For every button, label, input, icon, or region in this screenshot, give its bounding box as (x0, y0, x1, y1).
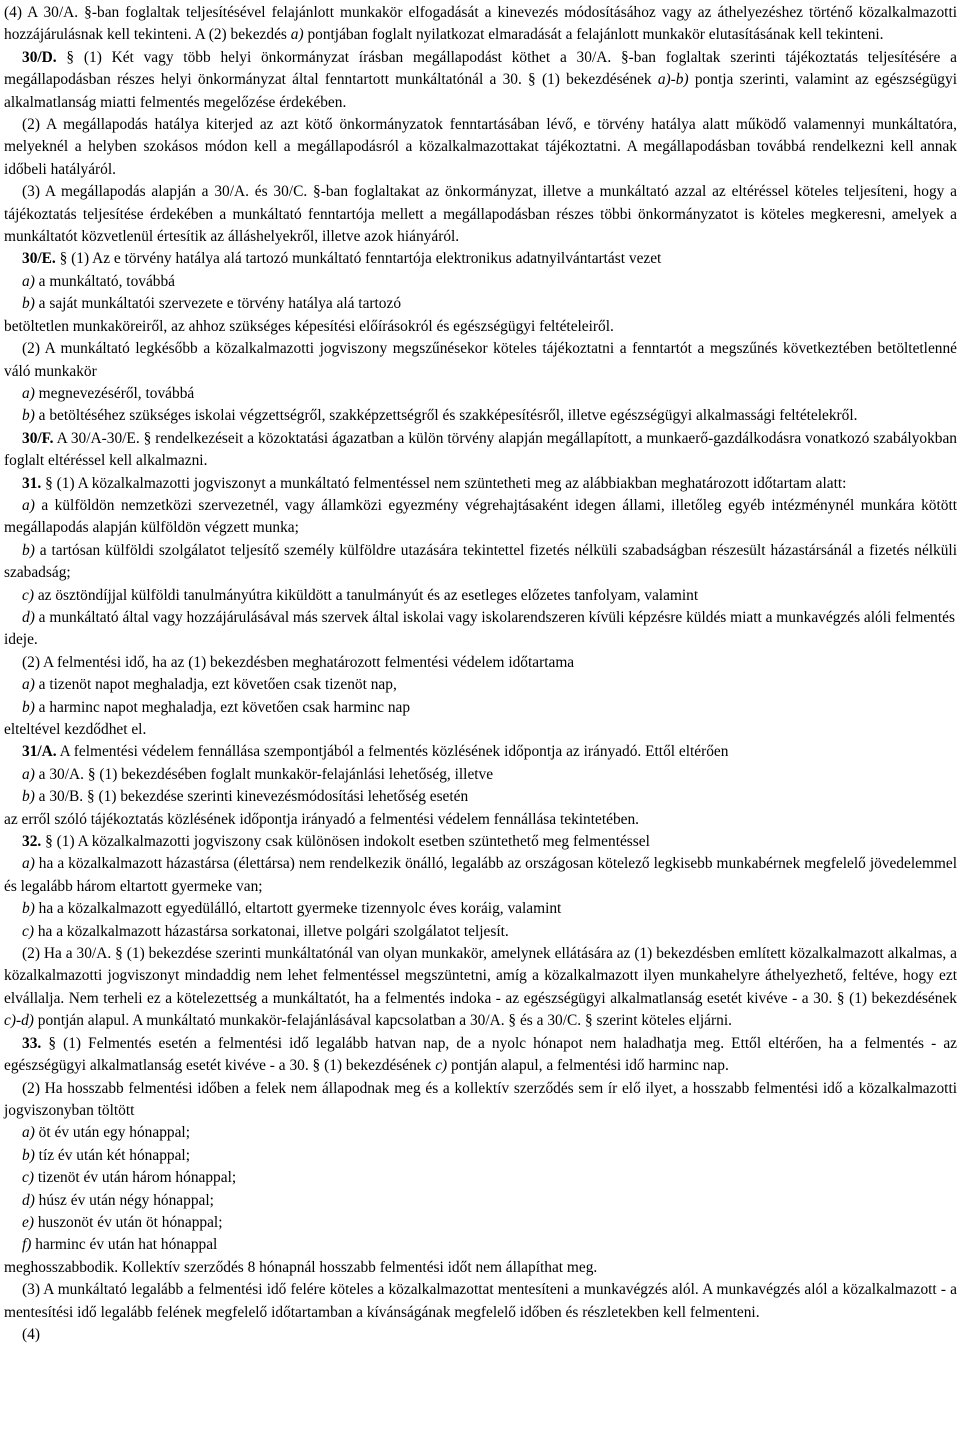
point-label: a)-b) (657, 71, 689, 89)
paragraph-text: § (1) Két vagy több helyi önkormányzat írásban megállapodást köthet a 30/A. §-ban foglaltak szerinti tájékoztatás teljesítésére a megállapodásban részes helyi önkormányzat által fenntartott munkáltatónál a 30. § (1) bekezdésének (4, 48, 957, 89)
paragraph-text: (3) A munkáltató legalább a felmentési idő felére köteles a közalkalmazottat mentesíteni a munkavégzés alól. A munkavégzés alól a közalkalmazott - a mentesítési idő legalább felének megfelelő időtartamban a kívánságának megfelelő időben és részletekben kell felmenteni. (4, 1281, 957, 1321)
paragraph-text: a 30/B. § (1) bekezdése szerinti kinevezésmódosítási lehetőség esetén (34, 788, 469, 806)
paragraph-text: a munkáltató, továbbá (34, 272, 176, 290)
paragraph (4, 921, 957, 943)
paragraph-text: a 30/A. § (1) bekezdésében foglalt munkakör-felajánlási lehetőség, illetve (34, 765, 494, 783)
paragraph-text: ideje. (4, 631, 38, 649)
paragraph-text: § (1) Az e törvény hatálya alá tartozó munkáltató fenntartója elektronikus adatnyilvántartást vezet (55, 250, 662, 268)
paragraph (4, 495, 957, 540)
point-label: d) (22, 608, 35, 626)
point-label: c)-d) (4, 1012, 34, 1030)
section-number: 32. (22, 833, 42, 851)
paragraph (4, 1279, 957, 1324)
paragraph (4, 316, 957, 338)
paragraph-text: az ösztöndíjjal külföldi tanulmányútra kiküldött a tanulmányút és az esetleges előzetes tanfolyam, valamint (33, 586, 699, 604)
paragraph-text: pontja szerinti, valamint az egészségügyi alkalmatlanság miatti felmentés megelőzése érdekében. (4, 71, 957, 111)
paragraph-text: pontján alapul. A munkáltató munkakör-felajánlásával kapcsolatban a 30/A. § és a 30/C. § szerint köteles eljárni. (33, 1012, 732, 1030)
paragraph-text: (3) A megállapodás alapján a 30/A. és 30/C. §-ban foglaltakat az önkormányzat, illetve a munkáltató azzal az eltéréssel köteles teljesíteni, hogy a tájékoztatás teljesítése érdekében a munkáltató fenntartója mellett a megállapodásban részes többi önkormányzatot is köteles megkeresni, amelyek a munkáltatót közvetlenül értesítik az álláshelyekről, illetve azok hiányáról. (4, 183, 957, 246)
paragraph-text: a harminc napot meghaladja, ezt követően csak harminc nap (34, 698, 411, 716)
paragraph (4, 786, 957, 808)
paragraph (4, 47, 957, 114)
paragraph (4, 181, 957, 248)
point-label: b) (22, 900, 35, 918)
section-number: 33. (22, 1034, 42, 1052)
paragraph-text: tíz év után két hónappal; (34, 1146, 190, 1164)
section-number: 31/A. (22, 743, 57, 761)
paragraph (4, 540, 957, 585)
point-label: b) (22, 788, 35, 806)
paragraph-text: meghosszabbodik. Kollektív szerződés 8 hónapnál hosszabb felmentési időt nem állapíthat meg. (4, 1258, 598, 1276)
paragraph-text: (4) A 30/A. §-ban foglaltak teljesítésével felajánlott munkakör elfogadását a kinevezés módosításához vagy az áthelyezéshez történő közalkalmazotti hozzájárulásnak kell tekinteni. A (2) bekezdés (4, 4, 957, 44)
point-label: a) (22, 272, 35, 290)
paragraph (4, 1190, 957, 1212)
paragraph (4, 585, 957, 607)
paragraph-text: (2) A megállapodás hatálya kiterjed az azt kötő önkormányzatok fenntartásában lévő, e törvény hatálya alatt működő valamennyi munkáltatóra, melyeknél a helyben szokásos módon kell a megállapodásról a közalkalmazottakat tájékoztatni. A megállapodásban továbbá rendelkezni kell annak időbeli hatályáról. (4, 116, 957, 178)
point-label: b) (22, 1146, 35, 1164)
point-label: a) (22, 676, 35, 694)
paragraph (4, 271, 957, 293)
point-label: c) (22, 1169, 34, 1187)
paragraph-text: a tartósan külföldi szolgálatot teljesítő személy külföldre utazására tekintettel fizetés nélküli szabadságban részesült házastársánál a fizetés nélküli szabadság; (4, 541, 957, 582)
paragraph (4, 607, 957, 629)
paragraph (4, 114, 957, 181)
point-label: c) (22, 586, 34, 604)
paragraph (4, 1324, 957, 1346)
paragraph-text: § (1) A közalkalmazotti jogviszonyt a munkáltató felmentéssel nem szüntetheti meg az alábbiakban meghatározott időtartam alatt: (41, 474, 847, 492)
paragraph-text: pontjában foglalt nyilatkozat elmaradását a felajánlott munkakör elutasításának kell tekinteni. (303, 26, 884, 44)
paragraph (4, 1167, 957, 1189)
paragraph-text: pontján alapul, a felmentési idő harminc nap. (447, 1057, 729, 1075)
point-label: d) (22, 1191, 35, 1209)
paragraph-text: (2) Ha hosszabb felmentési időben a felek nem állapodnak meg és a kollektív szerződés sem ír elő ilyet, a hosszabb felmentési idő a közalkalmazotti jogviszonyban töltött (4, 1079, 957, 1119)
paragraph-text: ha a közalkalmazott házastársa sorkatonai, illetve polgári szolgálatot teljesít. (33, 922, 509, 940)
point-label: b) (22, 295, 35, 313)
paragraph (4, 1145, 957, 1167)
paragraph (4, 741, 957, 763)
paragraph-text: a tizenöt napot meghaladja, ezt követően csak tizenöt nap, (34, 676, 397, 694)
paragraph-text: ha a közalkalmazott egyedülálló, eltartott gyermeke tizennyolc éves koráig, valamint (34, 900, 562, 918)
paragraph-text: (2) A felmentési idő, ha az (1) bekezdésben meghatározott felmentési védelem időtartama (22, 653, 575, 671)
paragraph (4, 764, 957, 786)
paragraph-text: A 30/A-30/E. § rendelkezéseit a közoktatási ágazatban a külön törvény alapján megállapított, a munkaerő-gazdálkodásra vonatkozó szabályokban foglalt eltéréssel kell alkalmazni. (4, 429, 957, 470)
paragraph (4, 809, 957, 831)
paragraph (4, 674, 957, 696)
paragraph-text: megnevezéséről, továbbá (34, 384, 195, 402)
paragraph-text: § (1) Felmentés esetén a felmentési idő legalább hatvan nap, de a nyolc hónapot nem haladhatja meg. Ettől eltérően, ha a felmentés - az egészségügyi alkalmatlanság esetét kivéve - a 30. § (1) bekezdésének (4, 1034, 957, 1075)
paragraph (4, 383, 957, 405)
paragraph-text: harminc év után hat hónappal (31, 1236, 218, 1254)
paragraph (4, 248, 957, 270)
paragraph (4, 629, 957, 651)
paragraph (4, 1257, 957, 1279)
paragraph (4, 652, 957, 674)
paragraph (4, 719, 957, 741)
paragraph (4, 1212, 957, 1234)
paragraph-text: (2) A munkáltató legkésőbb a közalkalmazotti jogviszony megszűnésekor köteles tájékoztatni a fenntartót a megszűnés következtében betöltetlenné váló munkakör (4, 340, 957, 380)
point-label: f) (22, 1236, 32, 1254)
paragraph (4, 943, 957, 1033)
paragraph-text: a betöltéséhez szükséges iskolai végzettségről, szakképzettségről és szakképesítésről, illetve egészségügyi alkalmassági feltételekről. (34, 407, 858, 425)
paragraph-text: a saját munkáltatói szervezete e törvény hatálya alá tartozó (34, 295, 402, 313)
point-label: b) (22, 541, 35, 559)
section-number: 31. (22, 474, 42, 492)
paragraph (4, 1234, 957, 1256)
paragraph (4, 428, 957, 473)
paragraph-text: a munkáltató által vagy hozzájárulásával más szervek által iskolai vagy iskolarendszeren kívüli képzésre küldés miatt a munkavégzés alóli felmentés (34, 608, 955, 626)
paragraph (4, 405, 957, 427)
paragraph (4, 473, 957, 495)
point-label: e) (22, 1213, 34, 1231)
paragraph (4, 1122, 957, 1144)
paragraph (4, 1078, 957, 1123)
paragraph (4, 338, 957, 383)
paragraph-text: tizenöt év után három hónappal; (33, 1169, 237, 1187)
paragraph (4, 831, 957, 853)
point-label: a) (22, 1124, 35, 1142)
point-label: a) (22, 384, 35, 402)
paragraph-text: húsz év után négy hónappal; (34, 1191, 214, 1209)
point-label: c) (22, 922, 34, 940)
paragraph (4, 898, 957, 920)
paragraph-text: az erről szóló tájékoztatás közlésének időpontja irányadó a felmentési védelem fennállása tekintetében. (4, 810, 640, 828)
paragraph-text: elteltével kezdődhet el. (4, 721, 147, 738)
paragraph-text: (2) Ha a 30/A. § (1) bekezdése szerinti munkáltatónál van olyan munkakör, amelynek ellátására az (1) bekezdésben említett közalkalmazott alkalmas, a közalkalmazotti jogviszonyt mindaddig nem lehet felmentéssel megszüntetni, amíg a közalkalmazott ilyen munkahelyre áthelyezhető, feltéve, hogy ezt elvállalja. Nem terheli ez a kötelezettség a munkáltatót, ha a felmentés indoka - az egészségügyi alkalmatlanság esetét kivéve - a 30. § (1) bekezdésének (4, 945, 957, 1007)
point-label: a) (290, 26, 304, 44)
point-label: a) (22, 496, 35, 514)
paragraph (4, 1033, 957, 1078)
point-label: c) (435, 1057, 448, 1075)
paragraph-text: betöltetlen munkaköreiről, az ahhoz szükséges képesítési előírásokról és egészségügyi feltételeiről. (4, 317, 614, 335)
paragraph-text: a külföldön nemzetközi szervezetnél, vagy államközi egyezmény végrehajtásaként idegen állami, illetőleg egyéb intézménynél munkára kötött megállapodás alapján külföldön végzett munka; (4, 496, 957, 537)
paragraph (4, 697, 957, 719)
paragraph (4, 293, 957, 315)
section-number: 30/F. (22, 429, 54, 447)
paragraph (4, 2, 957, 47)
paragraph-text: huszonöt év után öt hónappal; (33, 1213, 223, 1231)
paragraph-text: (4) (22, 1325, 40, 1343)
paragraph-text: öt év után egy hónappal; (34, 1124, 190, 1142)
paragraph-text: ha a közalkalmazott házastársa (élettársa) nem rendelkezik önálló, legalább az országosan kötelező legkisebb munkabérnek megfelelő jövedelemmel és legalább három eltartott gyermeke van; (4, 855, 957, 895)
paragraph (4, 853, 957, 898)
point-label: b) (22, 407, 35, 425)
paragraph-text: § (1) A közalkalmazotti jogviszony csak különösen indokolt esetben szüntethető meg felmentéssel (41, 833, 650, 851)
section-number: 30/E. (22, 250, 56, 268)
point-label: a) (22, 855, 35, 873)
point-label: a) (22, 765, 35, 783)
point-label: b) (22, 698, 35, 716)
section-number: 30/D. (22, 48, 57, 66)
paragraph-text: A felmentési védelem fennállása szempontjából a felmentés közlésének időpontja az irányadó. Ettől eltérően (56, 743, 729, 761)
